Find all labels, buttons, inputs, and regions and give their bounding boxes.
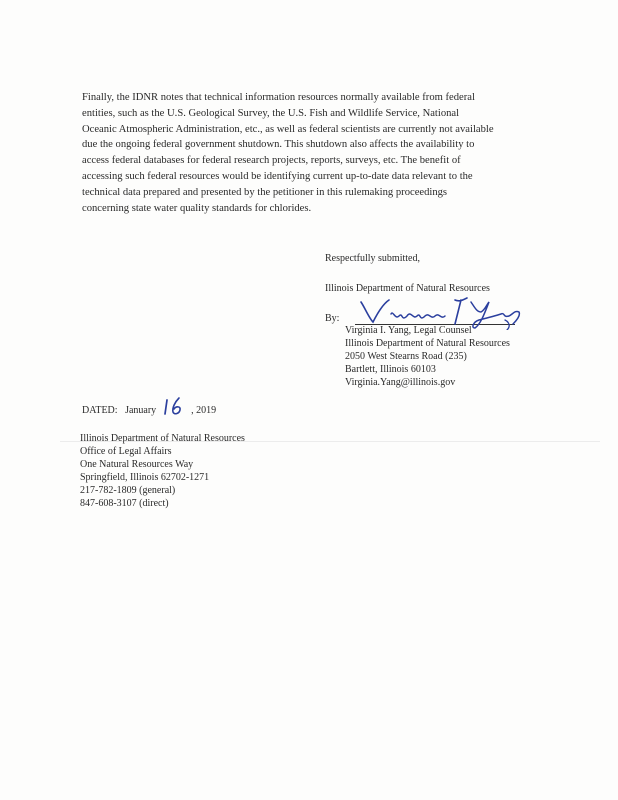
office-line: 847-608-3107 (direct) — [80, 498, 169, 509]
paragraph-line: Finally, the IDNR notes that technical information resources normally available from federal — [82, 92, 475, 103]
office-line: Illinois Department of Natural Resources — [80, 433, 245, 444]
office-line: Springfield, Illinois 62702-1271 — [80, 472, 210, 483]
office-address-block — [80, 432, 245, 510]
body-paragraph — [82, 90, 522, 216]
dated-year: , 2019 — [191, 405, 217, 416]
paragraph-line: due the ongoing federal government shutdown. This shutdown also affects the availability to — [82, 139, 475, 151]
signer-department: Illinois Department of Natural Resources — [345, 338, 510, 349]
office-line: Office of Legal Affairs — [80, 446, 172, 457]
dated-month: January — [125, 405, 157, 416]
submitting-department: Illinois Department of Natural Resources — [325, 283, 490, 294]
handwritten-day — [159, 394, 189, 416]
paragraph-line: Oceanic Atmospheric Administration, etc., as well as federal scientists are currently not available — [82, 123, 494, 135]
paragraph-line: concerning state water quality standards for chlorides. — [82, 202, 312, 214]
dated-line — [82, 404, 216, 416]
signer-details — [345, 324, 510, 389]
office-line: 217-782-1809 (general) — [80, 485, 176, 496]
office-line: One Natural Resources Way — [80, 459, 194, 470]
dated-day-handwritten — [159, 404, 189, 416]
paragraph-line: entities, such as the U.S. Geological Survey, the U.S. Fish and Wildlife Service, National — [82, 107, 460, 119]
signer-email: Virginia.Yang@illinois.gov — [345, 377, 456, 388]
by-label: By: — [325, 313, 340, 324]
signer-address: 2050 West Stearns Road (235) — [345, 351, 467, 362]
paragraph-line: technical data prepared and presented by the petitioner in this rulemaking proceedings — [82, 186, 448, 198]
signer-name-title: Virginia I. Yang, Legal Counsel — [345, 325, 472, 336]
paragraph-line: accessing such federal resources would be identifying current up-to-date data relevant to the — [82, 170, 473, 182]
signer-city: Bartlett, Illinois 60103 — [345, 364, 436, 375]
dated-label: DATED: — [82, 405, 118, 416]
closing-text: Respectfully submitted, — [325, 253, 420, 264]
paragraph-line: access federal databases for federal research projects, reports, surveys, etc. The benefit of — [82, 155, 461, 167]
